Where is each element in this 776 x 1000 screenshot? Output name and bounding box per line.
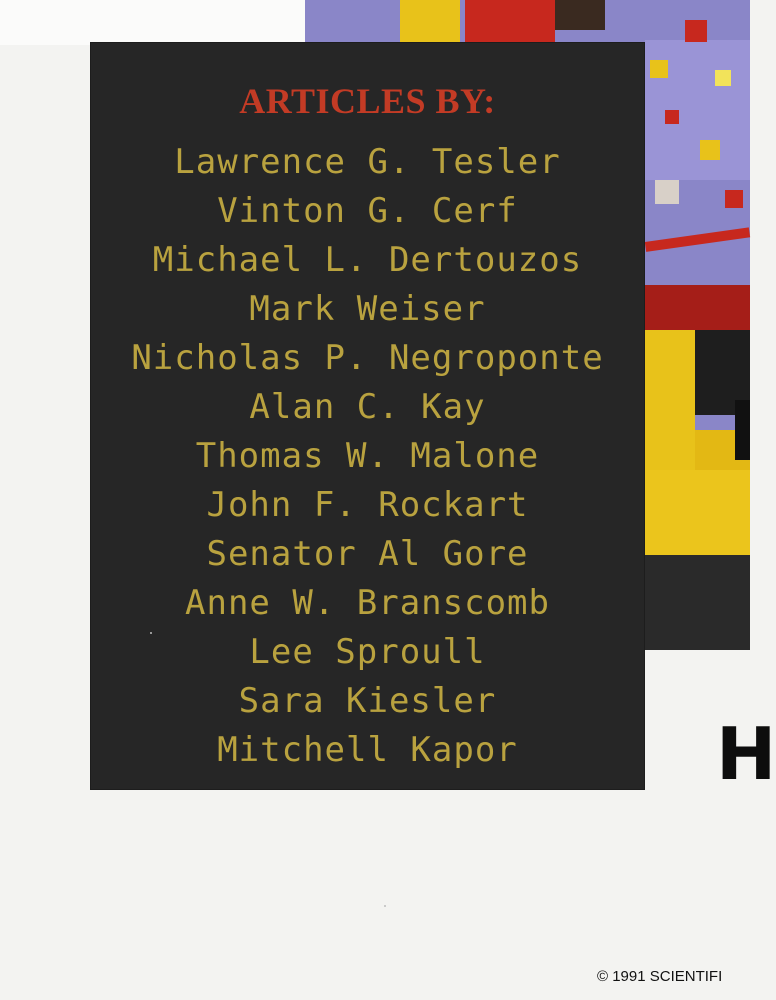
headline-fragment: H <box>716 712 776 796</box>
author-name: Thomas W. Malone <box>195 436 540 476</box>
paper-speck <box>150 632 152 634</box>
author-name: John F. Rockart <box>206 485 529 525</box>
author-list <box>70 138 665 775</box>
author-name: Senator Al Gore <box>206 534 529 574</box>
author-name: Michael L. Dertouzos <box>152 240 583 280</box>
articles-heading: ARTICLES BY: <box>239 81 496 121</box>
author-name: Sara Kiesler <box>238 681 497 721</box>
author-name: Anne W. Branscomb <box>185 583 550 623</box>
author-name: Alan C. Kay <box>249 387 486 427</box>
author-name: Lee Sproull <box>249 632 486 672</box>
author-name: Lawrence G. Tesler <box>174 142 561 182</box>
author-name: Nicholas P. Negroponte <box>131 338 604 378</box>
author-name: Mark Weiser <box>249 289 486 329</box>
articles-panel <box>90 42 645 790</box>
author-name: Vinton G. Cerf <box>217 191 518 231</box>
copyright-notice: © 1991 SCIENTIFI <box>597 968 723 985</box>
author-name: Mitchell Kapor <box>217 730 518 770</box>
paper-speck <box>384 905 386 907</box>
